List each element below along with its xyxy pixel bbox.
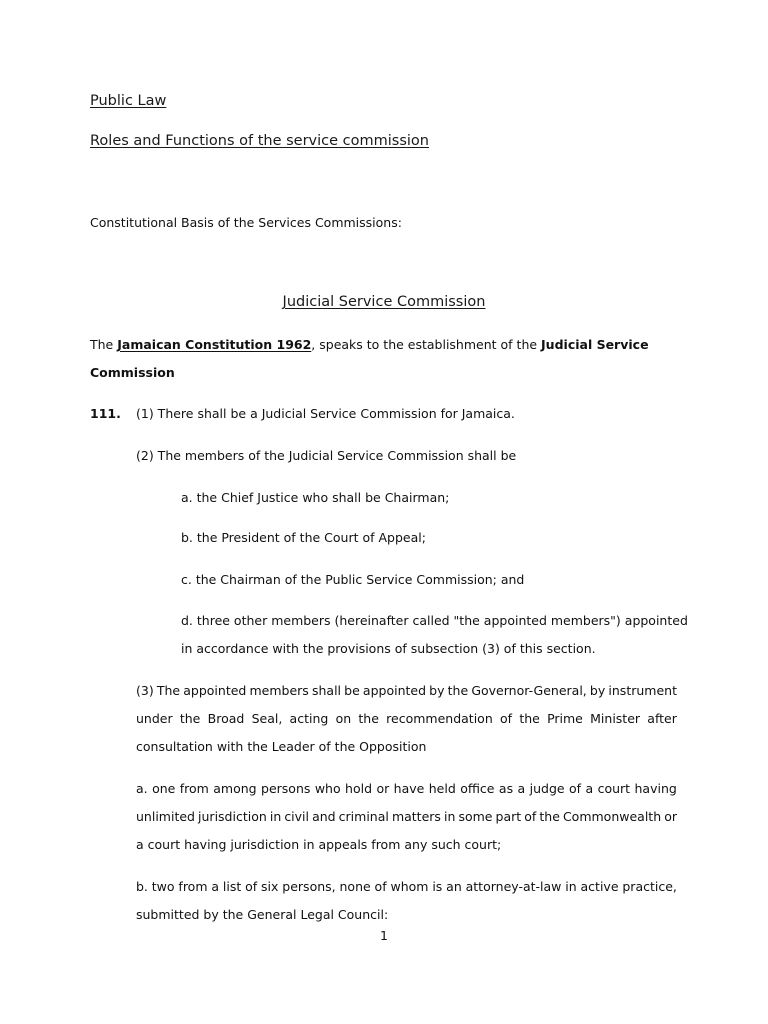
commission-name-part-2: Commission	[90, 365, 175, 380]
word: jurisdiction	[198, 809, 267, 824]
word: court	[597, 781, 631, 796]
word: having	[634, 781, 677, 796]
word: none	[339, 879, 371, 894]
word: some	[458, 809, 493, 824]
section-number: 111.	[90, 406, 121, 421]
word: acting	[289, 711, 329, 726]
word: Commonwealth	[562, 809, 662, 824]
word: after	[647, 711, 677, 726]
word: six	[261, 879, 279, 894]
word: Minister	[590, 711, 641, 726]
word: an	[446, 879, 462, 894]
intro-mid: , speaks to the establishment of the	[311, 337, 542, 352]
word: matters	[391, 809, 441, 824]
word: by	[429, 683, 445, 698]
word: from	[178, 879, 208, 894]
word: or	[376, 781, 390, 796]
subsection-3-line-1	[136, 683, 677, 698]
word: Prime	[547, 711, 583, 726]
word: of	[524, 809, 537, 824]
word: persons	[261, 781, 311, 796]
word: a	[211, 879, 220, 894]
word: by	[589, 683, 606, 698]
subsection-1: (1) There shall be a Judicial Service Commission for Jamaica.	[136, 406, 515, 421]
word: appointed	[183, 683, 247, 698]
word: the	[519, 711, 540, 726]
word: The	[156, 683, 181, 698]
member-d-line-2: in accordance with the provisions of subsection (3) of this section.	[181, 641, 596, 656]
word: Governor-General,	[471, 683, 587, 698]
word: and	[312, 809, 336, 824]
word: Seal,	[251, 711, 283, 726]
word: Broad	[207, 711, 245, 726]
word: or	[664, 809, 677, 824]
member-c: c. the Chairman of the Public Service Commission; and	[181, 572, 525, 587]
word: in	[443, 809, 456, 824]
word: criminal	[338, 809, 389, 824]
word: the	[358, 711, 379, 726]
word: list	[222, 879, 242, 894]
word: held	[428, 781, 456, 796]
word: have	[393, 781, 425, 796]
word: the	[179, 711, 201, 726]
word: part	[495, 809, 522, 824]
word: is	[432, 879, 443, 894]
member-a: a. the Chief Justice who shall be Chairman;	[181, 490, 450, 505]
word: as	[498, 781, 514, 796]
word: appointed	[362, 683, 427, 698]
page-number: 1	[380, 928, 388, 943]
word: civil	[284, 809, 310, 824]
constitution-reference: Jamaican Constitution 1962	[117, 337, 312, 352]
paragraph-b-line-1	[136, 879, 677, 894]
subsection-3-line-2	[136, 711, 677, 726]
intro-pre: The	[90, 337, 118, 352]
member-d-line-1: d. three other members (hereinafter called "the appointed members") appointed	[181, 613, 688, 628]
word: one	[152, 781, 176, 796]
word: members	[249, 683, 309, 698]
word: office	[460, 781, 495, 796]
member-b: b. the President of the Court of Appeal;	[181, 530, 426, 545]
word: on	[335, 711, 352, 726]
word: from	[179, 781, 209, 796]
word: b.	[136, 879, 148, 894]
word: of	[245, 879, 258, 894]
paragraph-a-line-1	[136, 781, 677, 796]
word: (3)	[136, 683, 154, 698]
word: of	[569, 781, 582, 796]
word: active	[580, 879, 619, 894]
word: whom	[390, 879, 429, 894]
word: shall	[311, 683, 342, 698]
commission-name-part-1: Judicial Service	[541, 337, 649, 352]
word: persons,	[282, 879, 336, 894]
subsection-3-line-3: consultation with the Leader of the Opposition	[136, 739, 427, 754]
word: a.	[136, 781, 148, 796]
word: be	[344, 683, 360, 698]
word: judge	[529, 781, 565, 796]
word: the	[447, 683, 469, 698]
word: the	[539, 809, 560, 824]
word: among	[213, 781, 257, 796]
word: unlimited	[136, 809, 195, 824]
subsection-2: (2) The members of the Judicial Service Commission shall be	[136, 448, 517, 463]
word: practice,	[622, 879, 677, 894]
word: under	[136, 711, 173, 726]
word: of	[500, 711, 513, 726]
word: in	[565, 879, 577, 894]
word: who	[314, 781, 341, 796]
intro-line-1	[90, 337, 649, 352]
course-title: Public Law	[90, 93, 167, 109]
paragraph-a-line-3: a court having jurisdiction in appeals from any such court;	[136, 837, 502, 852]
word: attorney-at-law	[465, 879, 562, 894]
word: hold	[345, 781, 373, 796]
paragraph-a-line-2	[136, 809, 677, 824]
word: a	[585, 781, 594, 796]
word: a	[517, 781, 526, 796]
commission-heading: Judicial Service Commission	[282, 294, 486, 310]
word: of	[374, 879, 387, 894]
word: in	[269, 809, 282, 824]
paragraph-b-line-2: submitted by the General Legal Council:	[136, 907, 389, 922]
word: two	[151, 879, 175, 894]
word: instrument	[608, 683, 677, 698]
section-heading: Constitutional Basis of the Services Commissions:	[90, 215, 402, 230]
word: recommendation	[386, 711, 493, 726]
topic-title: Roles and Functions of the service commission	[90, 133, 429, 149]
